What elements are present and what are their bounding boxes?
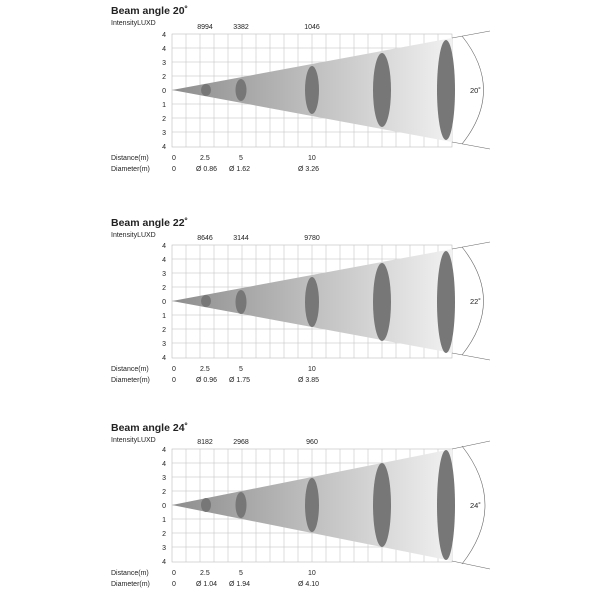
svg-text:2.5: 2.5: [200, 155, 210, 162]
beam-spot-2-5m: [201, 498, 211, 512]
y-axis-ticks: [162, 32, 166, 151]
svg-text:4: 4: [162, 243, 166, 250]
svg-text:1: 1: [162, 517, 166, 524]
panel-title: Beam angle 24˚: [111, 422, 189, 434]
svg-text:0: 0: [172, 570, 176, 577]
svg-text:1: 1: [162, 313, 166, 320]
beam-spot-2-5m: [201, 84, 211, 96]
svg-text:5: 5: [239, 366, 243, 373]
lux-5m: 3382: [233, 24, 249, 31]
svg-text:2: 2: [162, 531, 166, 538]
svg-text:Ø 4.10: Ø 4.10: [298, 581, 320, 588]
svg-text:5: 5: [239, 155, 243, 162]
svg-text:Ø 1.62: Ø 1.62: [229, 166, 251, 173]
lux-2-5m: 8994: [197, 24, 213, 31]
svg-text:Ø 1.04: Ø 1.04: [196, 581, 218, 588]
svg-text:Ø 3.85: Ø 3.85: [298, 377, 320, 384]
svg-text:10: 10: [308, 155, 316, 162]
svg-text:10: 10: [308, 570, 316, 577]
svg-text:2.5: 2.5: [200, 366, 210, 373]
lux-5m: 3144: [233, 235, 249, 242]
svg-text:3: 3: [162, 545, 166, 552]
beam-spot-15m: [373, 263, 391, 341]
intensity-label: IntensityLUXD: [111, 437, 156, 444]
svg-text:2: 2: [162, 74, 166, 81]
beam-spot-20m: [437, 251, 455, 353]
svg-text:0: 0: [172, 155, 176, 162]
svg-text:2: 2: [162, 489, 166, 496]
y-axis-ticks: [162, 447, 166, 566]
svg-text:4: 4: [162, 257, 166, 264]
svg-text:4: 4: [162, 559, 166, 566]
lux-2-5m: 8646: [197, 235, 213, 242]
beam-spot-15m: [373, 53, 391, 127]
svg-text:1: 1: [162, 102, 166, 109]
beam-spot-2-5m: [201, 295, 211, 307]
beam-spot-5m: [236, 79, 247, 101]
panel-beam-angle-22: [111, 217, 490, 384]
intensity-label: IntensityLUXD: [111, 232, 156, 239]
distance-label: Distance(m): [111, 570, 149, 577]
y-axis-ticks: [162, 243, 166, 362]
lux-10m: 960: [306, 439, 318, 446]
beam-spot-10m: [305, 66, 319, 114]
beam-spot-5m: [236, 492, 247, 518]
distance-label: Distance(m): [111, 366, 149, 373]
svg-text:2: 2: [162, 285, 166, 292]
svg-text:3: 3: [162, 475, 166, 482]
svg-text:0: 0: [162, 503, 166, 510]
intensity-label: IntensityLUXD: [111, 20, 156, 27]
panel-title: Beam angle 20˚: [111, 5, 189, 17]
svg-text:Ø 1.94: Ø 1.94: [229, 581, 251, 588]
lux-5m: 2968: [233, 439, 249, 446]
svg-text:0: 0: [172, 377, 176, 384]
svg-text:4: 4: [162, 144, 166, 151]
svg-text:10: 10: [308, 366, 316, 373]
svg-text:Ø 0.96: Ø 0.96: [196, 377, 218, 384]
svg-text:3: 3: [162, 130, 166, 137]
panel-beam-angle-24: [111, 422, 490, 588]
beam-spot-20m: [437, 450, 455, 560]
beam-spot-5m: [236, 290, 247, 314]
panel-title: Beam angle 22˚: [111, 217, 189, 229]
beam-angle-label: 22˚: [470, 297, 481, 306]
beam-spot-15m: [373, 463, 391, 547]
svg-text:4: 4: [162, 32, 166, 39]
lux-2-5m: 8182: [197, 439, 213, 446]
svg-text:0: 0: [172, 581, 176, 588]
svg-text:4: 4: [162, 355, 166, 362]
svg-text:2: 2: [162, 116, 166, 123]
svg-text:3: 3: [162, 60, 166, 67]
svg-text:4: 4: [162, 447, 166, 454]
beam-angle-label: 24˚: [470, 501, 481, 510]
svg-text:4: 4: [162, 461, 166, 468]
svg-text:2: 2: [162, 327, 166, 334]
lux-10m: 9780: [304, 235, 320, 242]
svg-text:0: 0: [172, 166, 176, 173]
beam-angle-label: 20˚: [470, 86, 481, 95]
svg-text:3: 3: [162, 341, 166, 348]
svg-text:Ø 1.75: Ø 1.75: [229, 377, 251, 384]
distance-label: Distance(m): [111, 155, 149, 162]
panel-beam-angle-20: [111, 5, 490, 173]
beam-spot-10m: [305, 277, 319, 327]
svg-text:3: 3: [162, 271, 166, 278]
diameter-label: Diameter(m): [111, 377, 150, 384]
svg-text:0: 0: [172, 366, 176, 373]
lux-10m: 1046: [304, 24, 320, 31]
svg-text:4: 4: [162, 46, 166, 53]
beam-spot-20m: [437, 40, 455, 140]
svg-text:0: 0: [162, 88, 166, 95]
svg-text:Ø 3.26: Ø 3.26: [298, 166, 320, 173]
svg-text:Ø 0.86: Ø 0.86: [196, 166, 218, 173]
svg-text:2.5: 2.5: [200, 570, 210, 577]
beam-spot-10m: [305, 478, 319, 532]
svg-text:0: 0: [162, 299, 166, 306]
diameter-label: Diameter(m): [111, 166, 150, 173]
diameter-label: Diameter(m): [111, 581, 150, 588]
svg-text:5: 5: [239, 570, 243, 577]
